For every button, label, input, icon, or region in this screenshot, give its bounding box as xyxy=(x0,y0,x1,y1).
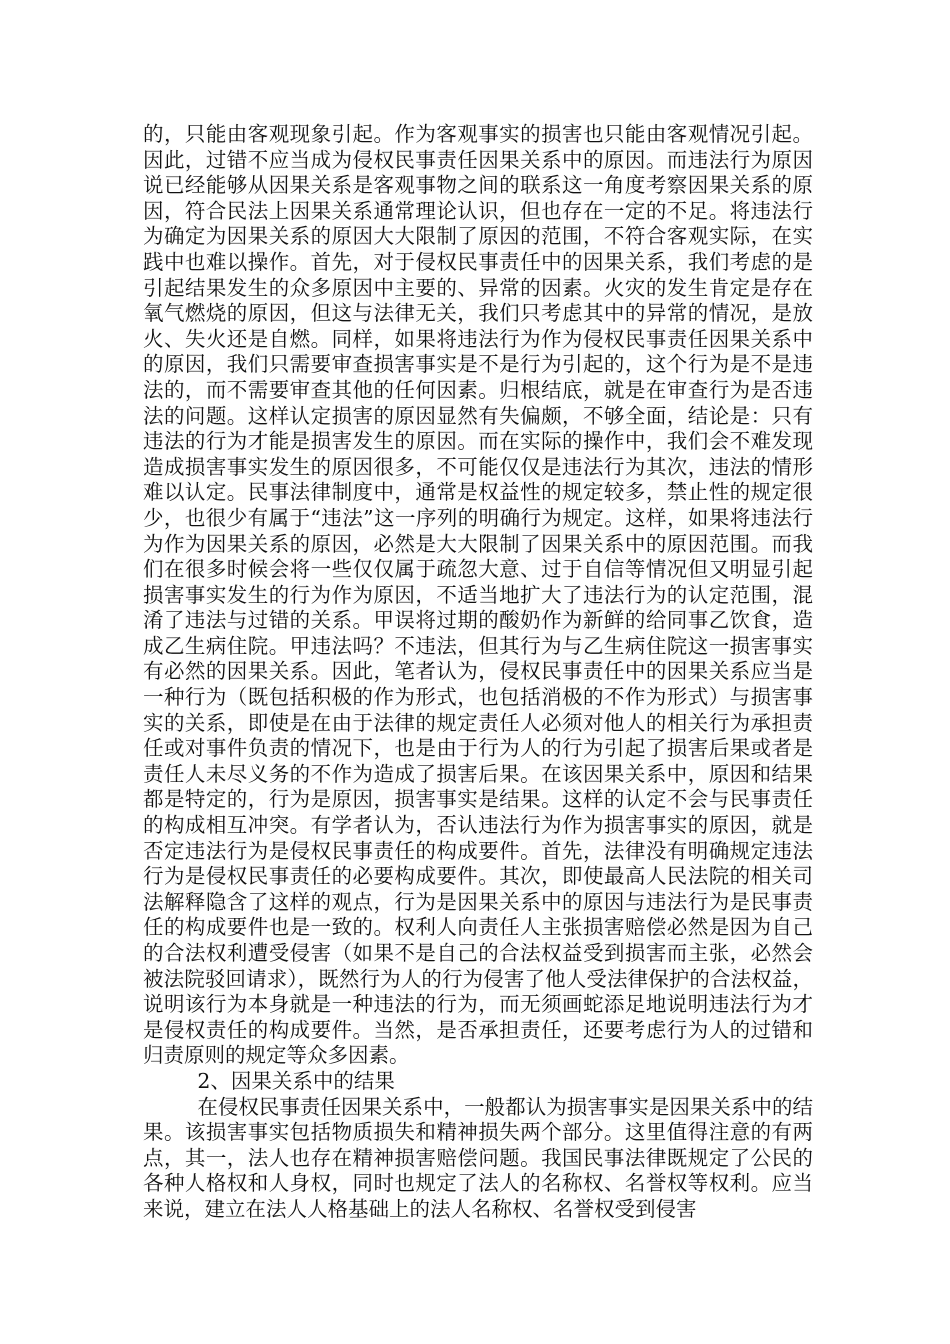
body-paragraph: 在侵权民事责任因果关系中，一般都认为损害事实是因果关系中的结果。该损害事实包括物质损失和精神损失两个部分。这里值得注意的有两点，其一，法人也存在精神损害赔偿问题。我国民事法律既规定了公民的各种人格权和人身权，同时也规定了法人的名称权、名誉权等权利。应当来说，建立在法人人格基础上的法人名称权、名誉权受到侵害 xyxy=(143,1094,813,1221)
section-heading: 2、因果关系中的结果 xyxy=(197,1068,395,1093)
document-body xyxy=(143,122,813,1223)
body-paragraph: 的，只能由客观现象引起。作为客观事实的损害也只能由客观情况引起。因此，过错不应当成为侵权民事责任因果关系中的原因。而违法行为原因说已经能够从因果关系是客观事物之间的联系这一角度考察因果关系的原因，符合民法上因果关系通常理论认识，但也存在一定的不足。将违法行为确定为因果关系的原因大大限制了原因的范围，不符合客观实际，在实践中也难以操作。首先，对于侵权民事责任中的因果关系，我们考虑的是引起结果发生的众多原因中主要的、异常的因素。火灾的发生肯定是存在氧气燃烧的原因，但这与法律无关，我们只考虑其中的异常的情况，是放火、失火还是自燃。同样，如果将违法行为作为侵权民事责任因果关系中的原因，我们只需要审查损害事实是不是行为引起的，这个行为是不是违法的，而不需要审查其他的任何因素。归根结底，就是在审查行为是否违法的问题。这样认定损害的原因显然有失偏颇，不够全面，结论是：只有违法的行为才能是损害发生的原因。而在实际的操作中，我们会不难发现造成损害事实发生的原因很多，不可能仅仅是违法行为其次，违法的情形难以认定。民事法律制度中，通常是权益性的规定较多，禁止性的规定很少，也很少有属于“违法”这一序列的明确行为规定。这样，如果将违法行为作为因果关系的原因，必然是大大限制了因果关系中的原因范围。而我们在很多时候会将一些仅仅属于疏忽大意、过于自信等情况但又明显引起损害事实发生的行为作为原因，不适当地扩大了违法行为的认定范围，混淆了违法与过错的关系。甲误将过期的酸奶作为新鲜的给同事乙饮食，造成乙生病住院。甲违法吗？不违法，但其行为与乙生病住院这一损害事实有必然的因果关系。因此，笔者认为，侵权民事责任中的因果关系应当是一种行为（既包括积极的作为形式，也包括消极的不作为形式）与损害事实的关系，即使是在由于法律的规定责任人必须对他人的相关行为承担责任或对事件负责的情况下，也是由于行为人的行为引起了损害后果或者是责任人未尽义务的不作为造成了损害后果。在该因果关系中，原因和结果都是特定的，行为是原因，损害事实是结果。这样的认定不会与民事责任的构成相互冲突。有学者认为，否认违法行为作为损害事实的原因，就是否定违法行为是侵权民事责任的构成要件。首先，法律没有明确规定违法行为是侵权民事责任的必要构成要件。其次，即使最高人民法院的相关司法解释隐含了这样的观点，行为是因果关系中的原因与违法行为是民事责任的构成要件也是一致的。权利人向责任人主张损害赔偿必然是因为自己的合法权利遭受侵害（如果不是自己的合法权益受到损害而主张，必然会被法院驳回请求），既然行为人的行为侵害了他人受法律保护的合法权益，说明该行为本身就是一种违法的行为，而无须画蛇添足地说明违法行为才是侵权责任的构成要件。当然，是否承担责任，还要考虑行为人的过错和归责原则的规定等众多因素。 xyxy=(143,122,813,1068)
